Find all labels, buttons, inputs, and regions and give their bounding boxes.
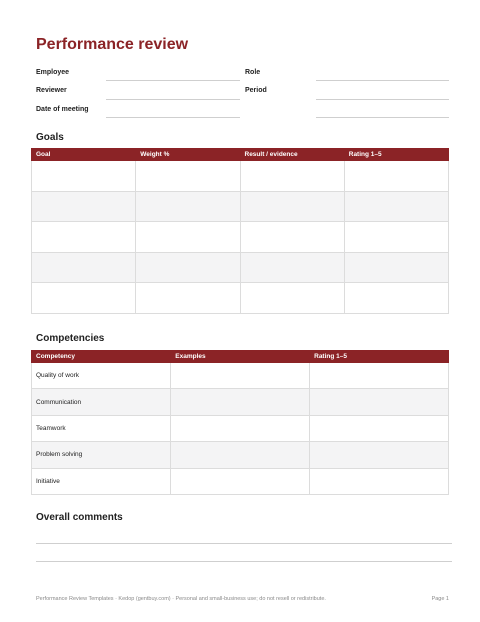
goal-cell[interactable]	[32, 191, 136, 222]
rating-cell[interactable]	[344, 283, 448, 314]
result-cell[interactable]	[240, 222, 344, 253]
competencies-header-row	[32, 351, 449, 363]
rating-cell[interactable]	[310, 442, 449, 468]
table-row	[32, 191, 449, 222]
page-number: Page 1	[431, 596, 449, 602]
goals-col-result: Result / evidence	[240, 149, 344, 161]
footer-text: Performance Review Templates · Kedop (gentbuy.com) · Personal and small-business use; do not resell or redistribute.	[36, 596, 326, 602]
rating-cell[interactable]	[310, 363, 449, 389]
rating-cell[interactable]	[344, 252, 448, 283]
goals-header-row	[32, 149, 449, 161]
table-row	[32, 415, 449, 441]
goal-cell[interactable]	[32, 252, 136, 283]
table-row	[32, 222, 449, 253]
goals-col-goal: Goal	[32, 149, 136, 161]
goals-col-weight: Weight %	[136, 149, 240, 161]
goals-heading: Goals	[36, 132, 64, 143]
table-row	[32, 442, 449, 468]
competency-label: Problem solving	[32, 442, 171, 468]
competencies-col-rating: Rating 1–5	[310, 351, 449, 363]
competency-label: Quality of work	[32, 363, 171, 389]
weight-cell[interactable]	[136, 191, 240, 222]
employee-label: Employee	[36, 69, 70, 76]
weight-cell[interactable]	[136, 161, 240, 192]
goal-cell[interactable]	[32, 283, 136, 314]
competency-label: Initiative	[32, 468, 171, 494]
goal-cell[interactable]	[32, 161, 136, 192]
rating-cell[interactable]	[310, 468, 449, 494]
blank-field[interactable]	[316, 117, 449, 118]
goals-table	[31, 148, 449, 314]
result-cell[interactable]	[240, 283, 344, 314]
rating-cell[interactable]	[344, 161, 448, 192]
comments-heading: Overall comments	[36, 512, 123, 523]
examples-cell[interactable]	[171, 363, 310, 389]
date-of-meeting-field[interactable]	[106, 117, 240, 118]
rating-cell[interactable]	[344, 191, 448, 222]
table-row	[32, 283, 449, 314]
date-of-meeting-label: Date of meeting	[36, 106, 89, 113]
goals-col-rating: Rating 1–5	[344, 149, 448, 161]
table-row	[32, 468, 449, 494]
table-row	[32, 161, 449, 192]
competencies-col-competency: Competency	[32, 351, 171, 363]
rating-cell[interactable]	[310, 415, 449, 441]
result-cell[interactable]	[240, 252, 344, 283]
examples-cell[interactable]	[171, 468, 310, 494]
competencies-heading: Competencies	[36, 333, 105, 344]
weight-cell[interactable]	[136, 222, 240, 253]
competency-label: Teamwork	[32, 415, 171, 441]
table-row	[32, 363, 449, 389]
examples-cell[interactable]	[171, 442, 310, 468]
comment-line[interactable]	[36, 561, 452, 562]
examples-cell[interactable]	[171, 389, 310, 415]
role-field[interactable]	[316, 80, 449, 81]
period-label: Period	[245, 87, 267, 94]
competencies-col-examples: Examples	[171, 351, 310, 363]
rating-cell[interactable]	[310, 389, 449, 415]
period-field[interactable]	[316, 99, 449, 100]
table-row	[32, 252, 449, 283]
goal-cell[interactable]	[32, 222, 136, 253]
reviewer-label: Reviewer	[36, 87, 67, 94]
weight-cell[interactable]	[136, 252, 240, 283]
weight-cell[interactable]	[136, 283, 240, 314]
role-label: Role	[245, 69, 261, 76]
reviewer-field[interactable]	[106, 99, 240, 100]
competency-label: Communication	[32, 389, 171, 415]
rating-cell[interactable]	[344, 222, 448, 253]
result-cell[interactable]	[240, 161, 344, 192]
employee-field[interactable]	[106, 80, 240, 81]
page-title: Performance review	[36, 36, 189, 53]
examples-cell[interactable]	[171, 415, 310, 441]
result-cell[interactable]	[240, 191, 344, 222]
comment-line[interactable]	[36, 543, 452, 544]
table-row	[32, 389, 449, 415]
competencies-table	[31, 350, 449, 495]
